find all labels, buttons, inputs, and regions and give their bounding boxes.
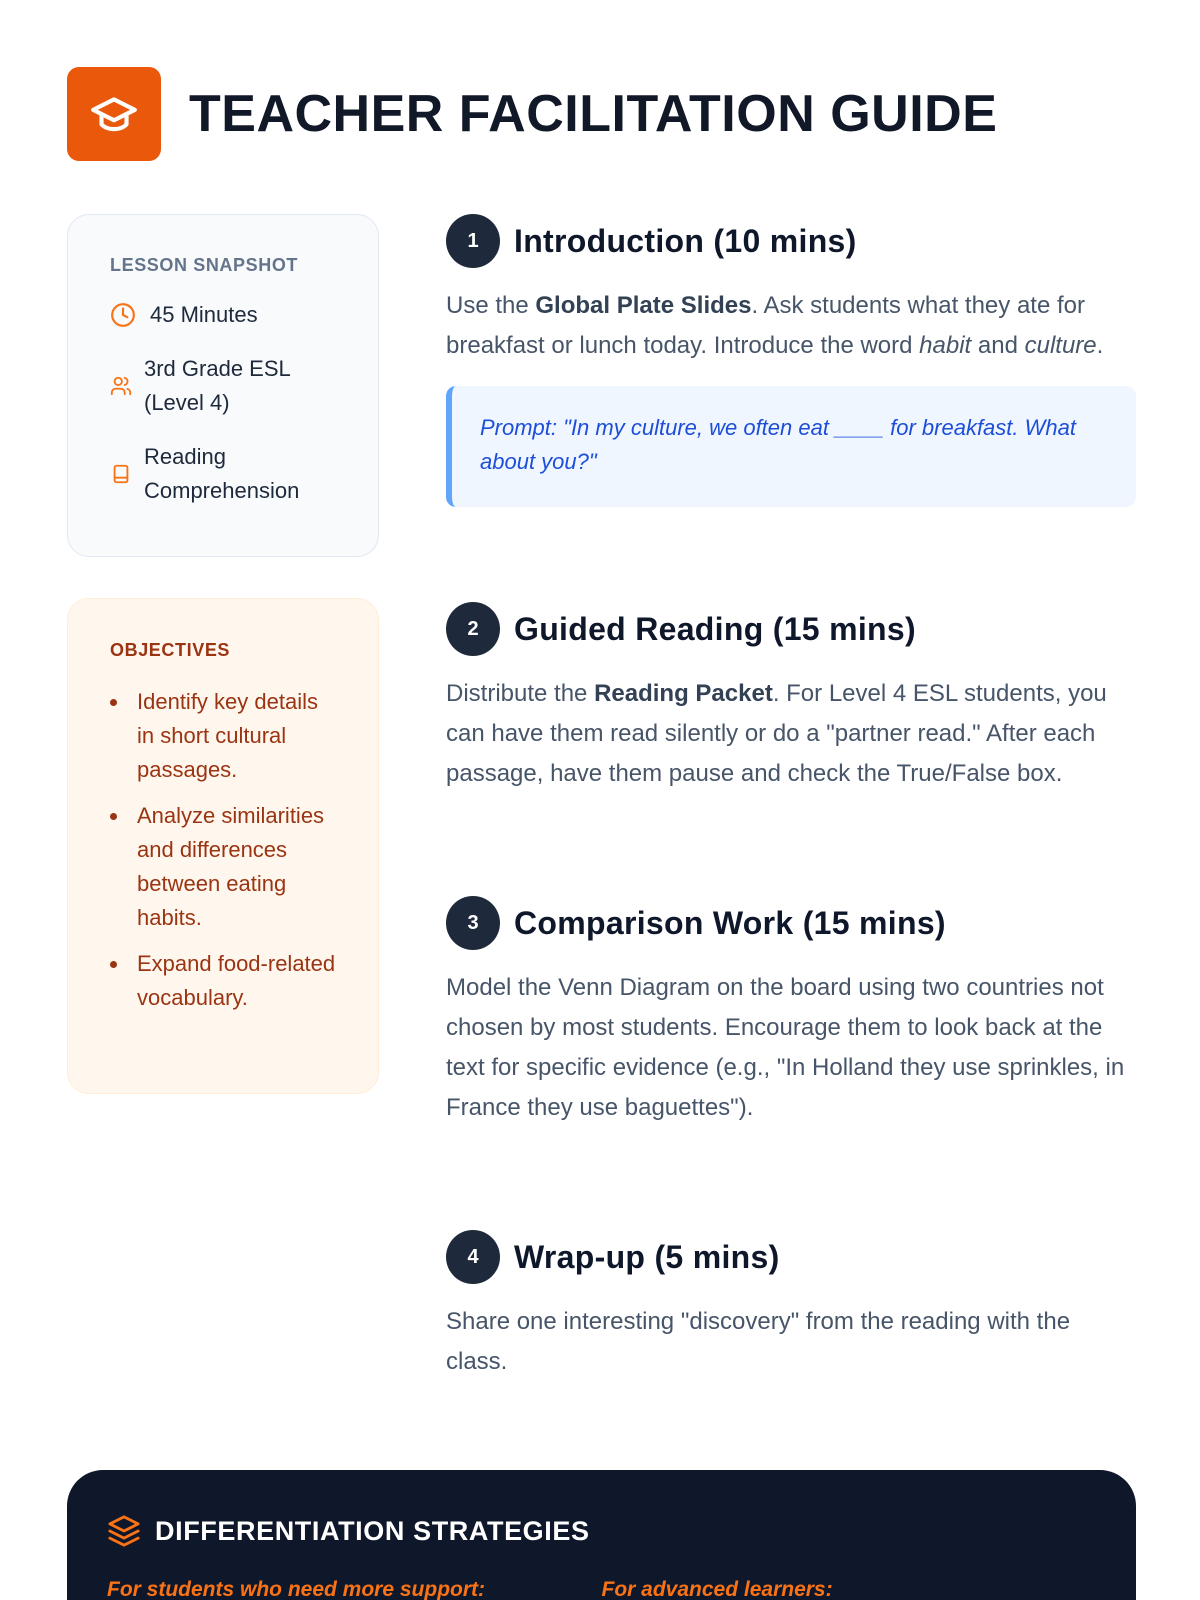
snapshot-duration-text: 45 Minutes: [150, 302, 258, 327]
prompt-callout: Prompt: "In my culture, we often eat ____ for breakfast. What about you?": [446, 386, 1136, 507]
emphasis-italic: culture: [1024, 332, 1097, 359]
step-title: Guided Reading (15 mins): [514, 610, 916, 647]
page-header: [67, 67, 997, 161]
lesson-snapshot-card: [67, 214, 379, 557]
step-header: [446, 896, 1136, 950]
snapshot-grade: [110, 352, 338, 420]
step-header: [446, 1230, 1136, 1284]
objectives-title: OBJECTIVES: [110, 640, 231, 660]
step-wrap-up: [446, 1230, 1136, 1382]
page-title: TEACHER FACILITATION GUIDE: [189, 85, 998, 143]
objective-item: Analyze similarities and differences between eating habits.: [110, 799, 338, 935]
step-description: [446, 674, 1136, 794]
text-run: Use the: [446, 292, 536, 319]
step-description: Model the Venn Diagram on the board using two countries not chosen by most students. Encourage them to look back at the text for specific evidence (e.g., "In Holland they use sprinkles, in France they use baguettes").: [446, 974, 1125, 1121]
graduation-cap-icon: [89, 89, 139, 139]
emphasis-bold: Reading Packet: [594, 680, 773, 707]
layers-icon: [107, 1514, 141, 1548]
book-icon: [110, 463, 138, 485]
text-run: . Ask students what they ate for breakfast or lunch today. Introduce the word: [446, 292, 1085, 359]
objective-item: Identify key details in short cultural passages.: [110, 685, 338, 787]
differentiation-section: [67, 1470, 1136, 1600]
step-introduction: [446, 214, 1136, 507]
text-run: . For Level 4 ESL students, you can have them read silently or do a "partner read." After each passage, have them pause and check the True/False box.: [446, 680, 1107, 787]
emphasis-italic: habit: [919, 332, 972, 359]
step-title: Introduction (10 mins): [514, 222, 857, 259]
differentiation-title: DIFFERENTIATION STRATEGIES: [155, 1515, 590, 1546]
step-comparison-work: [446, 896, 1136, 1128]
step-number-badge: 2: [446, 602, 500, 656]
differentiation-columns: [107, 1578, 1096, 1600]
support-label: For students who need more support:: [107, 1578, 486, 1600]
step-number-badge: 4: [446, 1230, 500, 1284]
objectives-card: [67, 598, 379, 1094]
text-run: .: [1096, 332, 1104, 359]
snapshot-grade-text: 3rd Grade ESL (Level 4): [144, 356, 290, 415]
snapshot-subject: [110, 440, 338, 508]
clock-icon: [110, 302, 138, 328]
text-run: Distribute the: [446, 680, 595, 707]
text-run: and: [971, 332, 1025, 359]
advanced-label: For advanced learners:: [601, 1578, 833, 1600]
step-description: Share one interesting "discovery" from the reading with the class.: [446, 1308, 1071, 1375]
objective-item: Expand food-related vocabulary.: [110, 947, 338, 1015]
differentiation-header: [107, 1514, 1096, 1548]
step-title: Wrap-up (5 mins): [514, 1238, 780, 1275]
logo: [67, 67, 161, 161]
emphasis-bold: Global Plate Slides: [535, 292, 752, 319]
objectives-list: [110, 685, 338, 1015]
step-number-badge: 1: [446, 214, 500, 268]
snapshot-title: LESSON SNAPSHOT: [110, 255, 299, 275]
step-guided-reading: [446, 602, 1136, 794]
step-title: Comparison Work (15 mins): [514, 904, 946, 941]
step-header: [446, 214, 1136, 268]
step-number-badge: 3: [446, 896, 500, 950]
step-description: [446, 286, 1136, 366]
step-header: [446, 602, 1136, 656]
snapshot-duration: [110, 298, 338, 332]
snapshot-subject-text: Reading Comprehension: [144, 444, 300, 503]
users-icon: [110, 375, 138, 397]
